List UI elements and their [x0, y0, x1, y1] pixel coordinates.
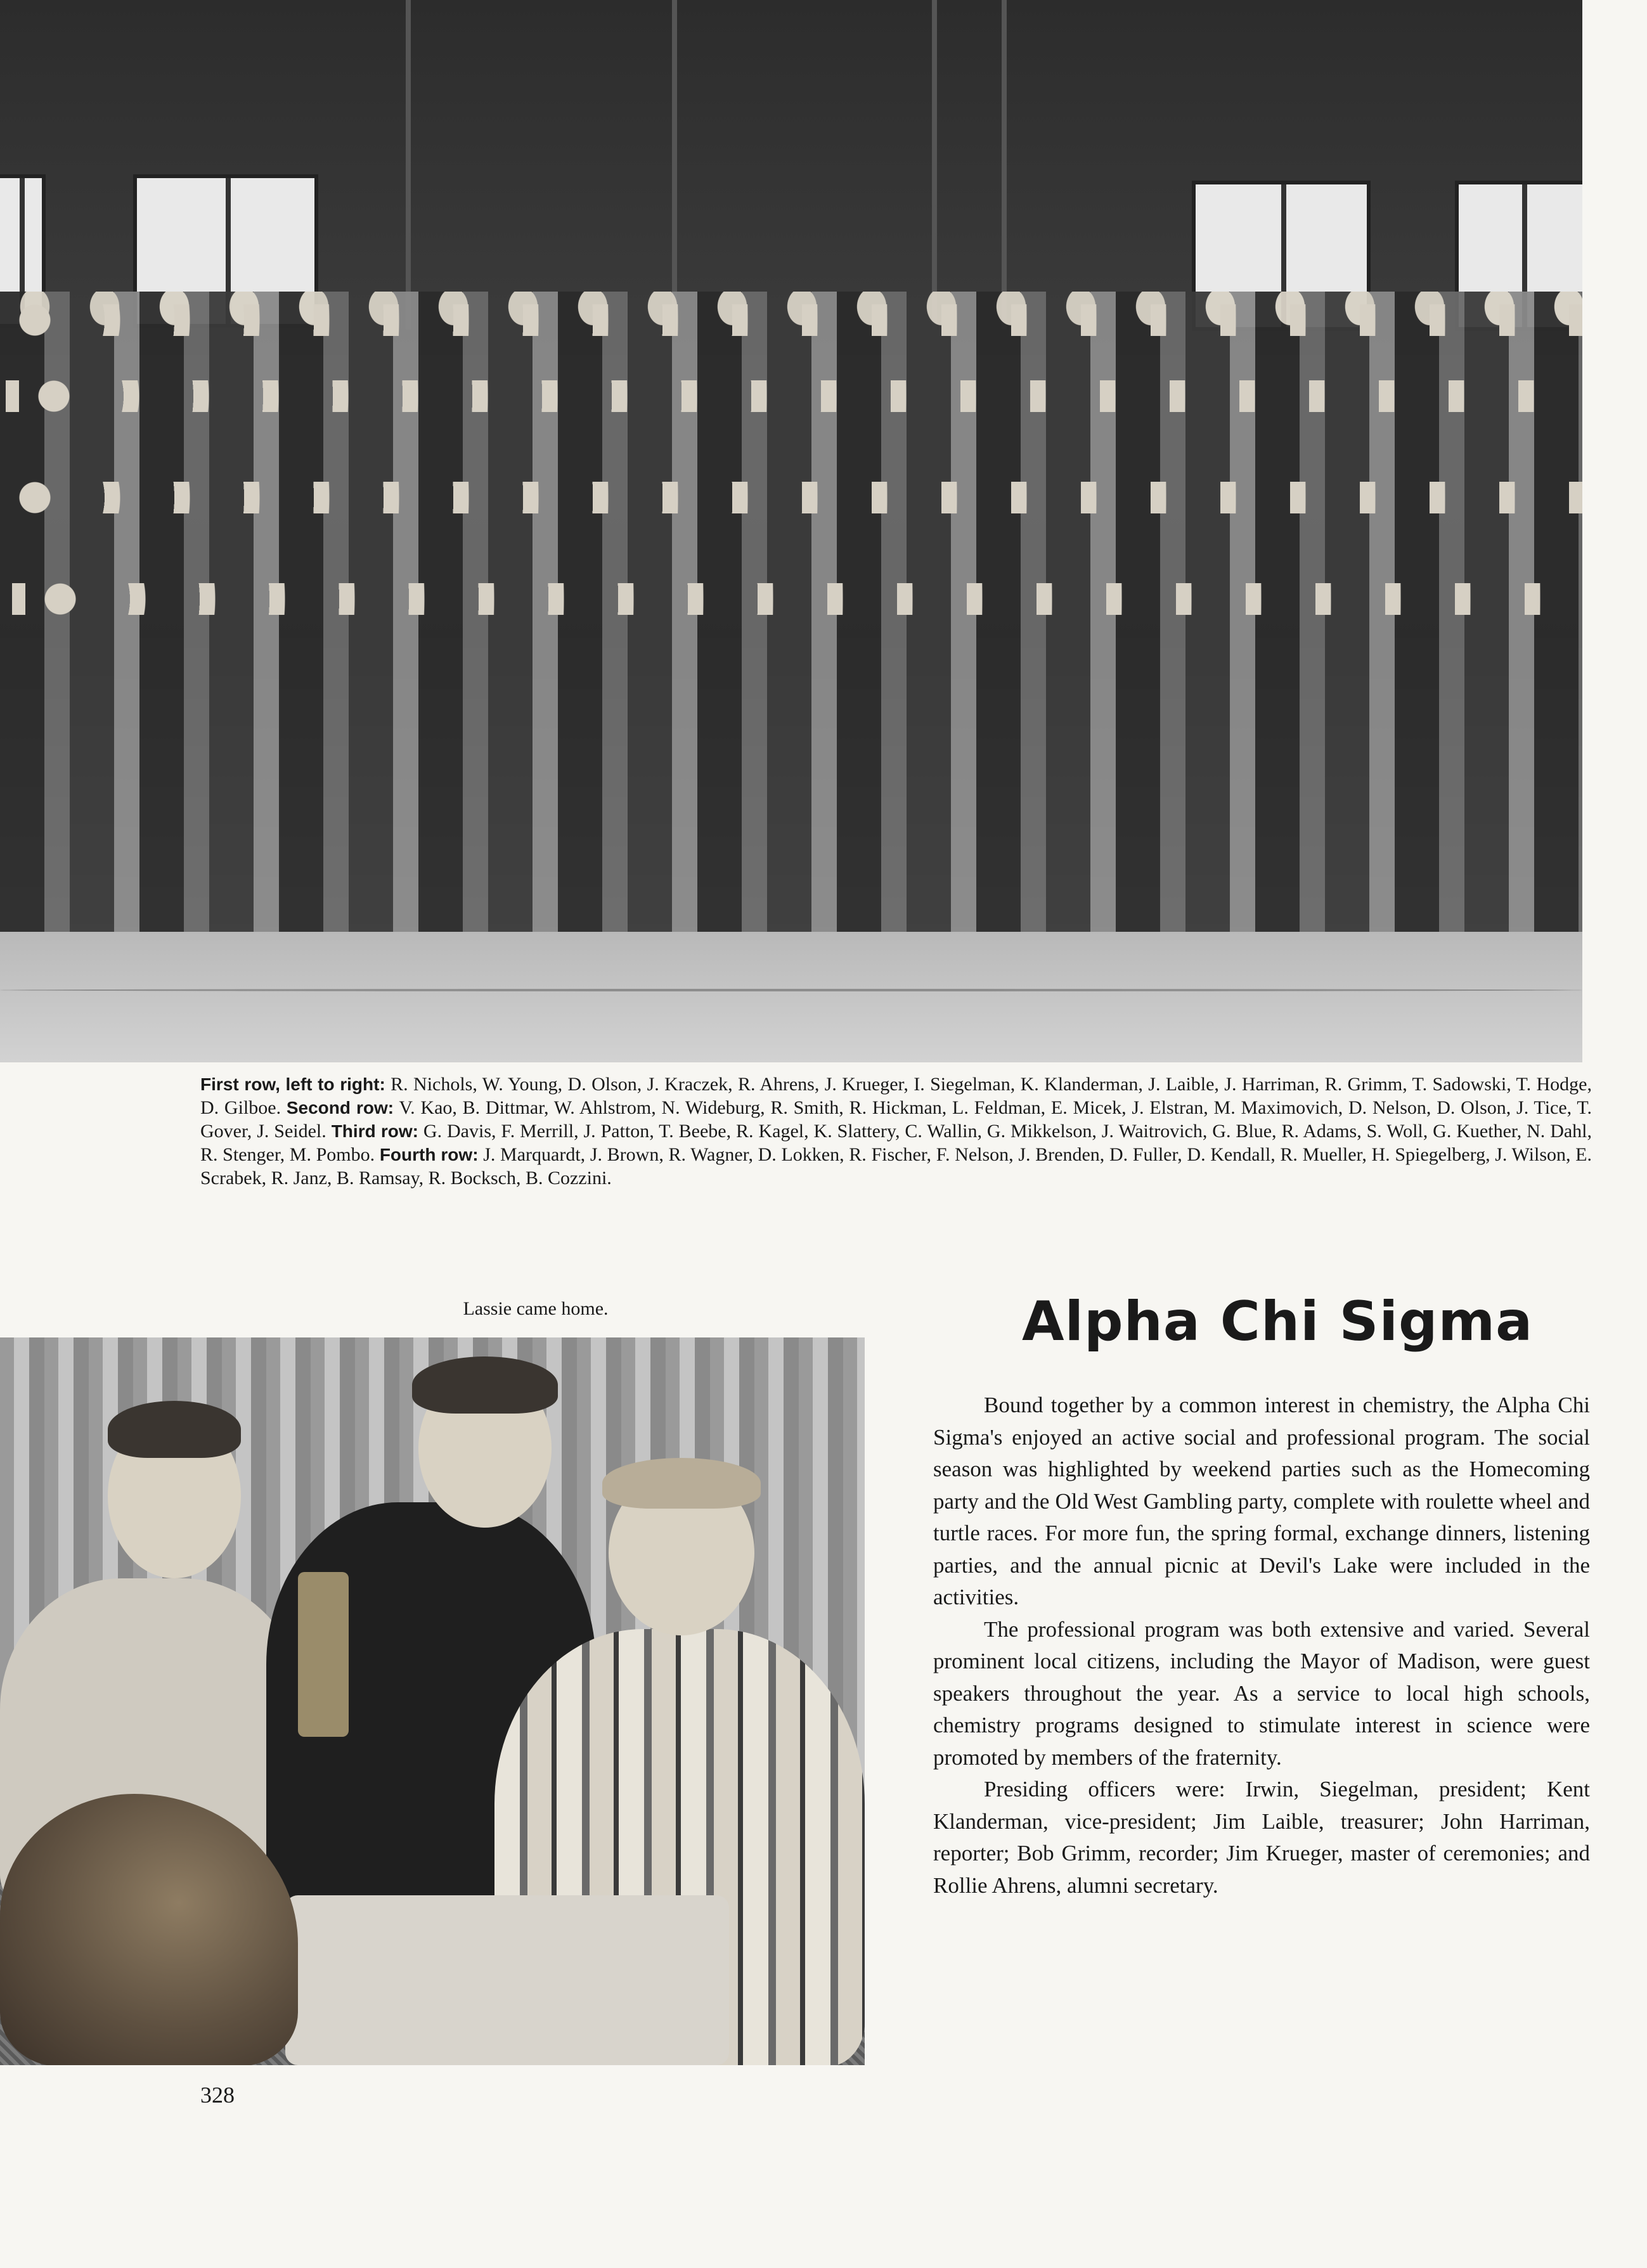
page-number: 328 [200, 2082, 235, 2108]
article-paragraph: The professional program was both extensive and varied. Several prominent local citizens, including the Mayor of Madison, were guest speakers throughout the year. As a service to local high schools, chemistry programs designed to stimulate interest in science were promoted by members of the fraternity. [933, 1616, 1590, 1770]
trophy [298, 1572, 349, 1737]
page-title: Alpha Chi Sigma [1022, 1290, 1534, 1353]
caption-row-names: G. Davis, F. Merrill, J. Patton, T. Beebe, R. Kagel, K. Slattery, C. Wallin, G. Mikkelson, J. Waitrovich, G. Blue, R. Adams, S. Woll, G. Kuether, N. Dahl, R. Stenger, M. Pombo. [200, 1121, 1592, 1165]
caption-row-names: J. Marquardt, J. Brown, R. Wagner, D. Lokken, R. Fischer, F. Nelson, J. Brenden, D. Fuller, D. Kendall, R. Mueller, H. Spiegelberg, J. Wilson, E. Scrabek, R. Janz, B. Ramsay, R. Bocksch, B. Cozzini. [200, 1144, 1592, 1189]
caption-row-names: R. Nichols, W. Young, D. Olson, J. Kraczek, R. Ahrens, J. Krueger, I. Siegelman, K. Klanderman, J. Laible, J. Harriman, R. Grimm, T. Sadowski, T. Hodge, D. Gilboe. [200, 1074, 1592, 1118]
gym-floor [0, 932, 1582, 1062]
caption-row-label: Second row: [286, 1098, 394, 1118]
article-paragraph: Bound together by a common interest in chemistry, the Alpha Chi Sigma's enjoyed an active social and professional program. The social season was highlighted by weekend parties such as the Homecoming party and the Old West Gambling party, complete with roulette wheel and turtle races. For more fun, the spring formal, exchange dinners, listening parties, and the annual picnic at Devil's Lake were included in the activities. [933, 1393, 1590, 1609]
lower-photo-caption: Lassie came home. [463, 1298, 609, 1319]
caption-row-label: Fourth row: [379, 1145, 479, 1164]
group-photo [0, 0, 1582, 1062]
group-photo-caption [200, 1073, 1592, 1190]
lower-photo [0, 1337, 865, 2065]
caption-row-label: Third row: [331, 1121, 418, 1141]
trousers [285, 1895, 729, 2065]
caption-row-names: V. Kao, B. Dittmar, W. Ahlstrom, N. Wideburg, R. Smith, R. Hickman, L. Feldman, E. Micek, J. Elstran, M. Maximovich, D. Nelson, D. Olson, J. Tice, T. Gover, J. Seidel. [200, 1097, 1592, 1142]
article-body [933, 1389, 1590, 1902]
caption-row-label: First row, left to right: [200, 1074, 385, 1094]
article-paragraph: Presiding officers were: Irwin, Siegelman, president; Kent Klanderman, vice-president; Jim Laible, treasurer; John Harriman, reporter; Bob Grimm, recorder; Jim Krueger, master of ceremonies; and Rollie Ahrens, alumni secretary. [933, 1777, 1590, 1898]
